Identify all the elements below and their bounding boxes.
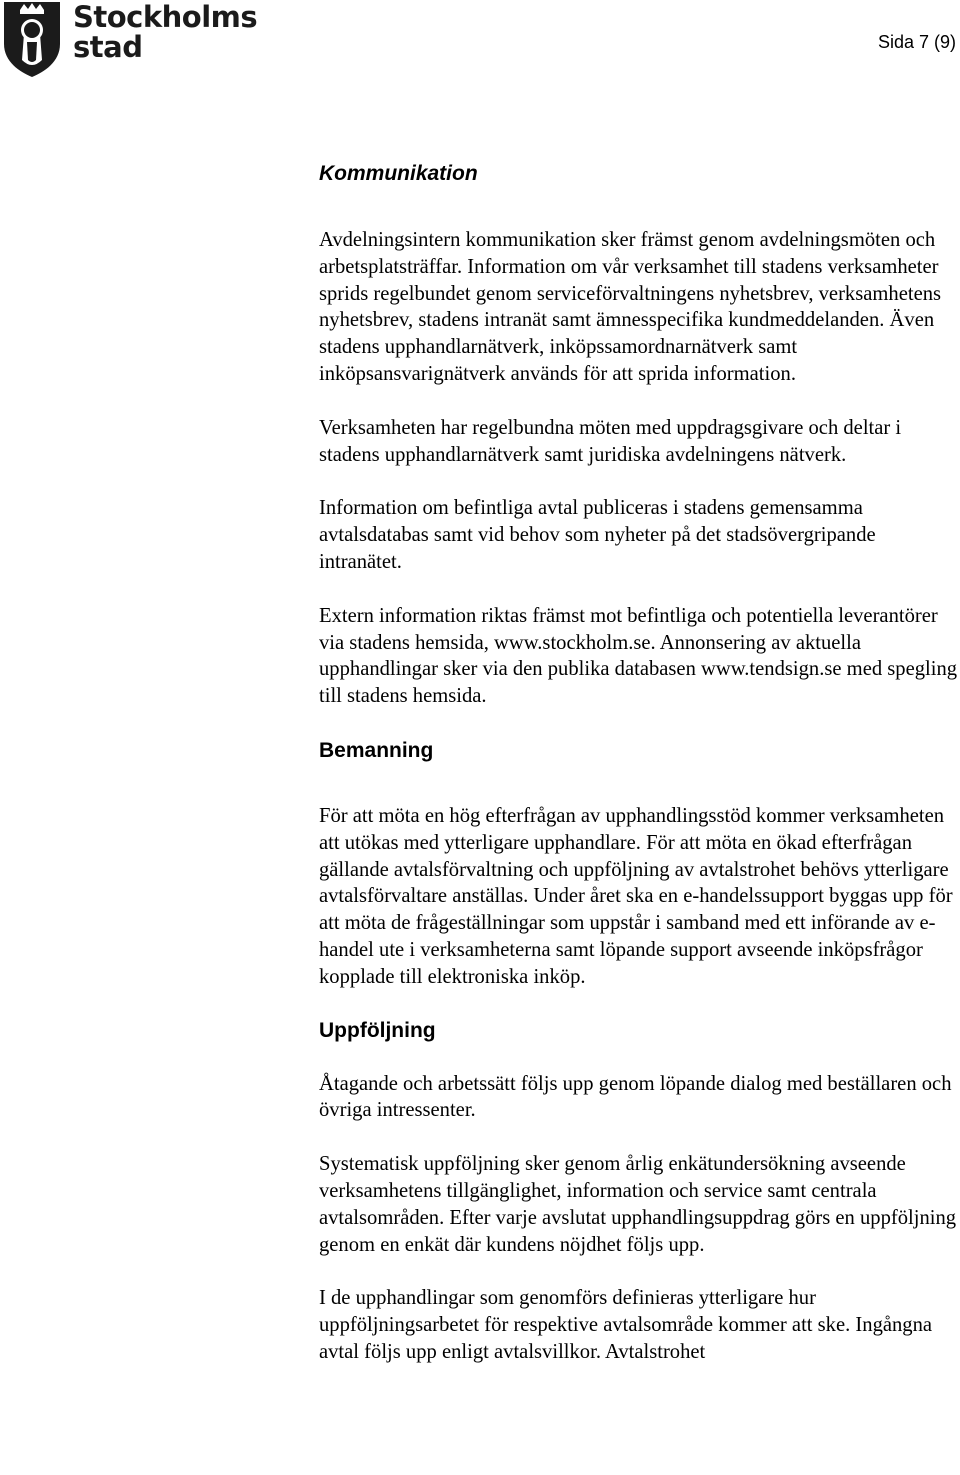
city-crest-icon xyxy=(2,0,62,78)
logo-line2: stad xyxy=(73,30,143,64)
heading-bemanning: Bemanning xyxy=(319,738,434,762)
paragraph-bemanning-1: För att möta en hög efterfrågan av upphandlingsstöd kommer verksamheten att utökas med ytterligare upphandlare. För att möta en ökad efterfrågan gällande avtalsförvaltning och uppföljning av avtalstrohet behövs ytterligare avtalsförvaltare anställas. Under året ska en e-handelssupport byggas upp för att möta de frågeställningar som uppstår i samband med ett införande av e-handel ute i verksamheterna samt löpande support avseende inköpsfrågor kopplade till elektroniska inköp. xyxy=(319,804,953,988)
logo-line1: Stockholms xyxy=(73,0,258,34)
logo-wordmark xyxy=(73,2,257,62)
paragraph-kommunikation-2: Verksamheten har regelbundna möten med uppdragsgivare och deltar i stadens upphandlarnätverk samt juridiska avdelningens nätverk. xyxy=(319,416,902,466)
heading-kommunikation: Kommunikation xyxy=(319,162,478,185)
paragraph-kommunikation-3: Information om befintliga avtal publiceras i stadens gemensamma avtalsdatabas samt vid behov som nyheter på det stadsövergripande intranätet. xyxy=(319,497,876,573)
document-body xyxy=(319,160,959,1366)
paragraph-uppfoljning-2: Systematisk uppföljning sker genom årlig enkätundersökning avseende verksamhetens tillgänglighet, information och service samt centrala avtalsområden. Efter varje avslutat upphandlingsuppdrag görs en uppföljning genom en enkät där kundens nöjdhet följs upp. xyxy=(319,1153,957,1256)
heading-uppfoljning: Uppföljning xyxy=(319,1018,436,1042)
page-number: Sida 7 (9) xyxy=(877,32,956,52)
paragraph-kommunikation-1: Avdelningsintern kommunikation sker främst genom avdelningsmöten och arbetsplatsträffar. Information om vår verksamhet till stadens verksamheter sprids regelbundet genom serviceförvaltningens nyhetsbrev, verksamhetens nyhetsbrev, stadens intranät samt ämnesspecifika kundmeddelanden. Även stadens upphandlarnätverk, inköpssamordnarnätverk samt inköpsansvarignätverk används för att sprida information. xyxy=(319,229,942,385)
paragraph-kommunikation-4: Extern information riktas främst mot befintliga och potentiella leverantörer via stadens hemsida, www.stockholm.se. Annonsering av aktuella upphandlingar sker via den publika databasen www.tendsign.se med spegling till stadens hemsida. xyxy=(319,604,958,708)
paragraph-uppfoljning-3: I de upphandlingar som genomförs definieras ytterligare hur uppföljningsarbetet för respektive avtalsområde kommer att ske. Ingångna avtal följs upp enligt avtalsvillkor. Avtalstrohet xyxy=(319,1287,933,1363)
paragraph-uppfoljning-1: Åtagande och arbetssätt följs upp genom löpande dialog med beställaren och övriga intressenter. xyxy=(319,1072,952,1122)
stockholms-stad-logo xyxy=(0,0,258,80)
